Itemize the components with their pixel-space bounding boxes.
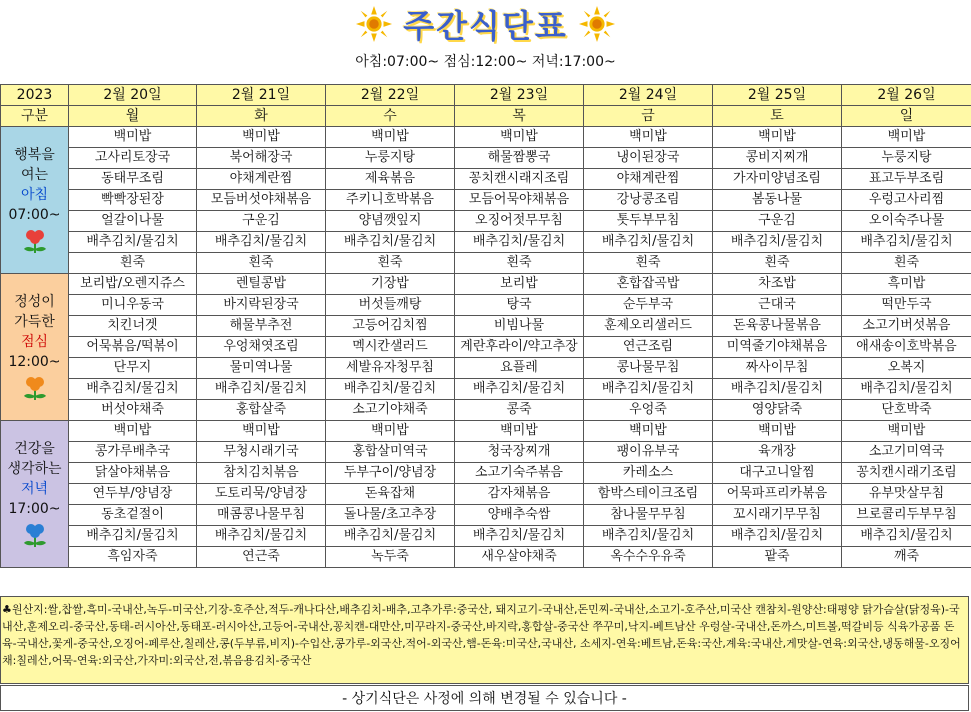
change-notice: - 상기식단은 사정에 의해 변경될 수 있습니다 - (0, 685, 969, 711)
menu-cell: 훈제오리샐러드 (584, 316, 713, 337)
meal-label-label-line2: 가득한 (14, 314, 55, 330)
menu-cell: 소고기미역국 (842, 442, 971, 463)
menu-cell: 옥수수우유죽 (584, 547, 713, 568)
menu-cell: 배추김치/물김치 (455, 379, 584, 400)
menu-row (1, 442, 971, 463)
flower-icon (18, 229, 52, 255)
menu-cell: 근대국 (713, 295, 842, 316)
menu-cell: 배추김치/물김치 (842, 379, 971, 400)
menu-cell: 배추김치/물김치 (584, 232, 713, 253)
menu-cell: 카레소스 (584, 463, 713, 484)
menu-cell: 팽이유부국 (584, 442, 713, 463)
menu-cell: 배추김치/물김치 (197, 526, 326, 547)
meal-label-cell (1, 127, 69, 274)
menu-cell: 구운김 (197, 211, 326, 232)
menu-cell: 요플레 (455, 358, 584, 379)
menu-cell: 야채계란찜 (584, 169, 713, 190)
menu-cell: 홍합살죽 (197, 400, 326, 421)
day-cell: 일 (842, 106, 971, 127)
menu-row (1, 148, 971, 169)
menu-cell: 우엉죽 (584, 400, 713, 421)
year-cell: 2023 (1, 85, 69, 106)
menu-cell: 홍합살미역국 (326, 442, 455, 463)
menu-cell: 백미밥 (197, 421, 326, 442)
meal-label-label-line1: 정성이 (14, 294, 55, 310)
menu-cell: 배추김치/물김치 (713, 232, 842, 253)
sun-icon (578, 5, 616, 43)
menu-cell: 오징어젓무무침 (455, 211, 584, 232)
menu-row (1, 190, 971, 211)
menu-cell: 백미밥 (584, 421, 713, 442)
menu-cell: 배추김치/물김치 (584, 526, 713, 547)
menu-cell: 콩가루배추국 (69, 442, 197, 463)
date-cell: 2월 22일 (326, 85, 455, 106)
menu-cell: 순두부국 (584, 295, 713, 316)
menu-cell: 배추김치/물김치 (326, 526, 455, 547)
menu-cell: 콩비지찌개 (713, 148, 842, 169)
menu-cell: 양념깻잎지 (326, 211, 455, 232)
menu-cell: 매콤콩나물무침 (197, 505, 326, 526)
menu-cell: 혼합잡곡밥 (584, 274, 713, 295)
day-cell: 금 (584, 106, 713, 127)
menu-cell: 백미밥 (842, 127, 971, 148)
menu-cell: 흑임자죽 (69, 547, 197, 568)
menu-cell: 참나물무무침 (584, 505, 713, 526)
menu-cell: 백미밥 (69, 421, 197, 442)
page-title: 주간식단표 (403, 7, 568, 45)
menu-cell: 흰죽 (69, 253, 197, 274)
sun-icon (355, 5, 393, 43)
menu-cell: 백미밥 (455, 127, 584, 148)
weekly-menu-table (0, 84, 971, 568)
menu-row (1, 400, 971, 421)
menu-row (1, 274, 971, 295)
date-cell: 2월 20일 (69, 85, 197, 106)
menu-cell: 백미밥 (455, 421, 584, 442)
menu-cell: 세발유자청무침 (326, 358, 455, 379)
menu-row (1, 316, 971, 337)
menu-cell: 배추김치/물김치 (455, 232, 584, 253)
meal-label-when: 점심 (20, 334, 49, 350)
menu-cell: 얼갈이나물 (69, 211, 197, 232)
menu-cell: 우엉채엿조림 (197, 337, 326, 358)
menu-cell: 짜사이무침 (713, 358, 842, 379)
menu-cell: 연근조림 (584, 337, 713, 358)
menu-cell: 배추김치/물김치 (842, 232, 971, 253)
menu-cell: 빡빡장된장 (69, 190, 197, 211)
menu-cell: 동태무조림 (69, 169, 197, 190)
menu-cell: 돈육콩나물볶음 (713, 316, 842, 337)
menu-cell: 팥죽 (713, 547, 842, 568)
menu-cell: 야채계란찜 (197, 169, 326, 190)
menu-cell: 톳두부무침 (584, 211, 713, 232)
date-cell: 2월 23일 (455, 85, 584, 106)
menu-row (1, 295, 971, 316)
menu-cell: 녹두죽 (326, 547, 455, 568)
day-cell: 토 (713, 106, 842, 127)
menu-cell: 닭살야채볶음 (69, 463, 197, 484)
menu-cell: 배추김치/물김치 (326, 232, 455, 253)
menu-cell: 소고기숙주볶음 (455, 463, 584, 484)
menu-cell: 고등어김치찜 (326, 316, 455, 337)
menu-cell: 영양닭죽 (713, 400, 842, 421)
menu-cell: 깨죽 (842, 547, 971, 568)
menu-cell: 치킨너겟 (69, 316, 197, 337)
menu-cell: 차조밥 (713, 274, 842, 295)
menu-cell: 배추김치/물김치 (842, 526, 971, 547)
menu-cell: 흰죽 (584, 253, 713, 274)
menu-cell: 흑미밥 (842, 274, 971, 295)
menu-cell: 배추김치/물김치 (197, 379, 326, 400)
gubun-cell: 구분 (1, 106, 69, 127)
menu-cell: 흰죽 (326, 253, 455, 274)
meal-label-label-line2: 생각하는 (7, 461, 62, 477)
page-header (0, 0, 971, 82)
meal-label-label-line2: 여는 (20, 167, 49, 183)
menu-cell: 돈육잡채 (326, 484, 455, 505)
menu-cell: 해물짬뽕국 (455, 148, 584, 169)
menu-cell: 해물부추전 (197, 316, 326, 337)
menu-cell: 꼬시래기무무침 (713, 505, 842, 526)
menu-cell: 콩나물무침 (584, 358, 713, 379)
menu-cell: 모듬어묵야채볶음 (455, 190, 584, 211)
menu-cell: 배추김치/물김치 (584, 379, 713, 400)
menu-row (1, 337, 971, 358)
menu-row (1, 211, 971, 232)
meal-label-time: 17:00~ (8, 501, 61, 517)
menu-cell: 육개장 (713, 442, 842, 463)
meal-label-cell (1, 421, 69, 568)
menu-row (1, 253, 971, 274)
menu-row (1, 127, 971, 148)
menu-cell: 배추김치/물김치 (197, 232, 326, 253)
menu-cell: 바지락된장국 (197, 295, 326, 316)
menu-cell: 함박스테이크조림 (584, 484, 713, 505)
menu-cell: 고사리토장국 (69, 148, 197, 169)
menu-cell: 백미밥 (197, 127, 326, 148)
menu-row (1, 379, 971, 400)
menu-cell: 백미밥 (326, 127, 455, 148)
menu-cell: 콩죽 (455, 400, 584, 421)
menu-cell: 어묵파프리카볶음 (713, 484, 842, 505)
meal-label-when: 저녁 (20, 481, 49, 497)
meal-label-label-line1: 건강을 (14, 441, 55, 457)
menu-cell: 백미밥 (713, 421, 842, 442)
menu-cell: 보리밥/오렌지쥬스 (69, 274, 197, 295)
menu-cell: 탕국 (455, 295, 584, 316)
menu-cell: 흰죽 (713, 253, 842, 274)
menu-cell: 모듬버섯야채볶음 (197, 190, 326, 211)
menu-cell: 유부맛살무침 (842, 484, 971, 505)
menu-cell: 백미밥 (584, 127, 713, 148)
menu-cell: 오복지 (842, 358, 971, 379)
menu-cell: 떡만두국 (842, 295, 971, 316)
menu-cell: 미니우동국 (69, 295, 197, 316)
menu-row (1, 169, 971, 190)
menu-cell: 멕시칸샐러드 (326, 337, 455, 358)
menu-cell: 무청시래기국 (197, 442, 326, 463)
menu-cell: 계란후라이/약고추장 (455, 337, 584, 358)
menu-cell: 냉이된장국 (584, 148, 713, 169)
menu-row (1, 232, 971, 253)
date-cell: 2월 24일 (584, 85, 713, 106)
menu-cell: 도토리묵/양념장 (197, 484, 326, 505)
menu-row (1, 421, 971, 442)
menu-cell: 동초겉절이 (69, 505, 197, 526)
menu-row (1, 505, 971, 526)
menu-cell: 강낭콩조림 (584, 190, 713, 211)
menu-row (1, 358, 971, 379)
menu-row (1, 484, 971, 505)
menu-cell: 새우살야채죽 (455, 547, 584, 568)
menu-cell: 소고기야채죽 (326, 400, 455, 421)
menu-row (1, 547, 971, 568)
menu-cell: 애새송이호박볶음 (842, 337, 971, 358)
menu-cell: 흰죽 (455, 253, 584, 274)
origin-info: ♣원산지:쌀,찹쌀,흑미-국내산,녹두-미국산,기장-호주산,적두-캐나다산,배추김치-배추,고추가루:중국산, 돼지고기-국내산,돈민찌-국내산,소고기-호주산,미국산 캔참치-원양산:태평양 닭가슴살(닭정육)-국내산,훈제오리-중국산,동태-러시아산,동태포-러시아산,고등어-국내산,꽁치캔-대만산,미꾸라지-중국산,바지락,홍합살-중국산 쭈꾸미,낙지-베트남산 우렁살-국내산,돈까스,미트볼,떡갈비등 식육가공품 돈육-국내산,꽃게-중국산,오징어-페루산,칠레산,콩(두부류,비지)-수입산,콩가루-외국산,적어-외국산,햄-돈육:미국산,국내산, 소세지-연육:베트남,돈육:국산,계육:국내산,게맛살-연육:외국산,냉동해물-오징어채:칠레산,어묵-연육:외국산,가자미:외국산,전,볶음용김치-중국산 (0, 596, 969, 684)
menu-cell: 버섯들깨탕 (326, 295, 455, 316)
menu-cell: 단호박죽 (842, 400, 971, 421)
menu-cell: 꽁치캔시래기조림 (842, 463, 971, 484)
menu-cell: 청국장찌개 (455, 442, 584, 463)
menu-row (1, 463, 971, 484)
meal-label-label-line1: 행복을 (14, 147, 55, 163)
menu-cell: 배추김치/물김치 (69, 232, 197, 253)
menu-cell: 보리밥 (455, 274, 584, 295)
menu-cell: 배추김치/물김치 (713, 379, 842, 400)
menu-cell: 연두부/양념장 (69, 484, 197, 505)
flower-icon (18, 523, 52, 549)
menu-cell: 배추김치/물김치 (326, 379, 455, 400)
menu-cell: 감자채볶음 (455, 484, 584, 505)
date-row (1, 85, 971, 106)
menu-cell: 가자미양념조림 (713, 169, 842, 190)
menu-cell: 돌나물/초고추장 (326, 505, 455, 526)
meal-times: 아침:07:00~ 점심:12:00~ 저녁:17:00~ (355, 54, 616, 70)
meal-label-time: 07:00~ (8, 207, 61, 223)
menu-cell: 표고두부조림 (842, 169, 971, 190)
menu-cell: 어묵볶음/떡볶이 (69, 337, 197, 358)
menu-cell: 흰죽 (842, 253, 971, 274)
menu-cell: 백미밥 (326, 421, 455, 442)
menu-cell: 대구고니알찜 (713, 463, 842, 484)
menu-cell: 물미역나물 (197, 358, 326, 379)
day-cell: 월 (69, 106, 197, 127)
day-cell: 목 (455, 106, 584, 127)
menu-cell: 배추김치/물김치 (713, 526, 842, 547)
menu-cell: 제육볶음 (326, 169, 455, 190)
day-cell: 수 (326, 106, 455, 127)
menu-cell: 브로콜리두부무침 (842, 505, 971, 526)
menu-cell: 렌틸콩밥 (197, 274, 326, 295)
day-row (1, 106, 971, 127)
menu-cell: 주키니호박볶음 (326, 190, 455, 211)
menu-cell: 백미밥 (842, 421, 971, 442)
day-cell: 화 (197, 106, 326, 127)
menu-cell: 비빔나물 (455, 316, 584, 337)
menu-cell: 미역줄기야채볶음 (713, 337, 842, 358)
menu-cell: 백미밥 (713, 127, 842, 148)
menu-cell: 연근죽 (197, 547, 326, 568)
menu-cell: 배추김치/물김치 (69, 526, 197, 547)
menu-cell: 우렁고사리찜 (842, 190, 971, 211)
menu-cell: 소고기버섯볶음 (842, 316, 971, 337)
menu-cell: 참치김치볶음 (197, 463, 326, 484)
date-cell: 2월 26일 (842, 85, 971, 106)
menu-cell: 북어해장국 (197, 148, 326, 169)
menu-cell: 양배추숙쌈 (455, 505, 584, 526)
menu-cell: 구운김 (713, 211, 842, 232)
date-cell: 2월 25일 (713, 85, 842, 106)
menu-cell: 꽁치캔시래지조림 (455, 169, 584, 190)
menu-row (1, 526, 971, 547)
menu-cell: 봄동나물 (713, 190, 842, 211)
title-row (0, 2, 971, 46)
flower-icon (18, 376, 52, 402)
menu-cell: 배추김치/물김치 (455, 526, 584, 547)
menu-cell: 두부구이/양념장 (326, 463, 455, 484)
meal-label-time: 12:00~ (8, 354, 61, 370)
date-cell: 2월 21일 (197, 85, 326, 106)
menu-cell: 단무지 (69, 358, 197, 379)
menu-cell: 누룽지탕 (326, 148, 455, 169)
menu-cell: 배추김치/물김치 (69, 379, 197, 400)
menu-cell: 기장밥 (326, 274, 455, 295)
meal-label-when: 아침 (20, 187, 49, 203)
menu-cell: 흰죽 (197, 253, 326, 274)
menu-cell: 버섯야채죽 (69, 400, 197, 421)
menu-cell: 백미밥 (69, 127, 197, 148)
meal-label-cell (1, 274, 69, 421)
menu-cell: 오이숙주나물 (842, 211, 971, 232)
menu-cell: 누룽지탕 (842, 148, 971, 169)
